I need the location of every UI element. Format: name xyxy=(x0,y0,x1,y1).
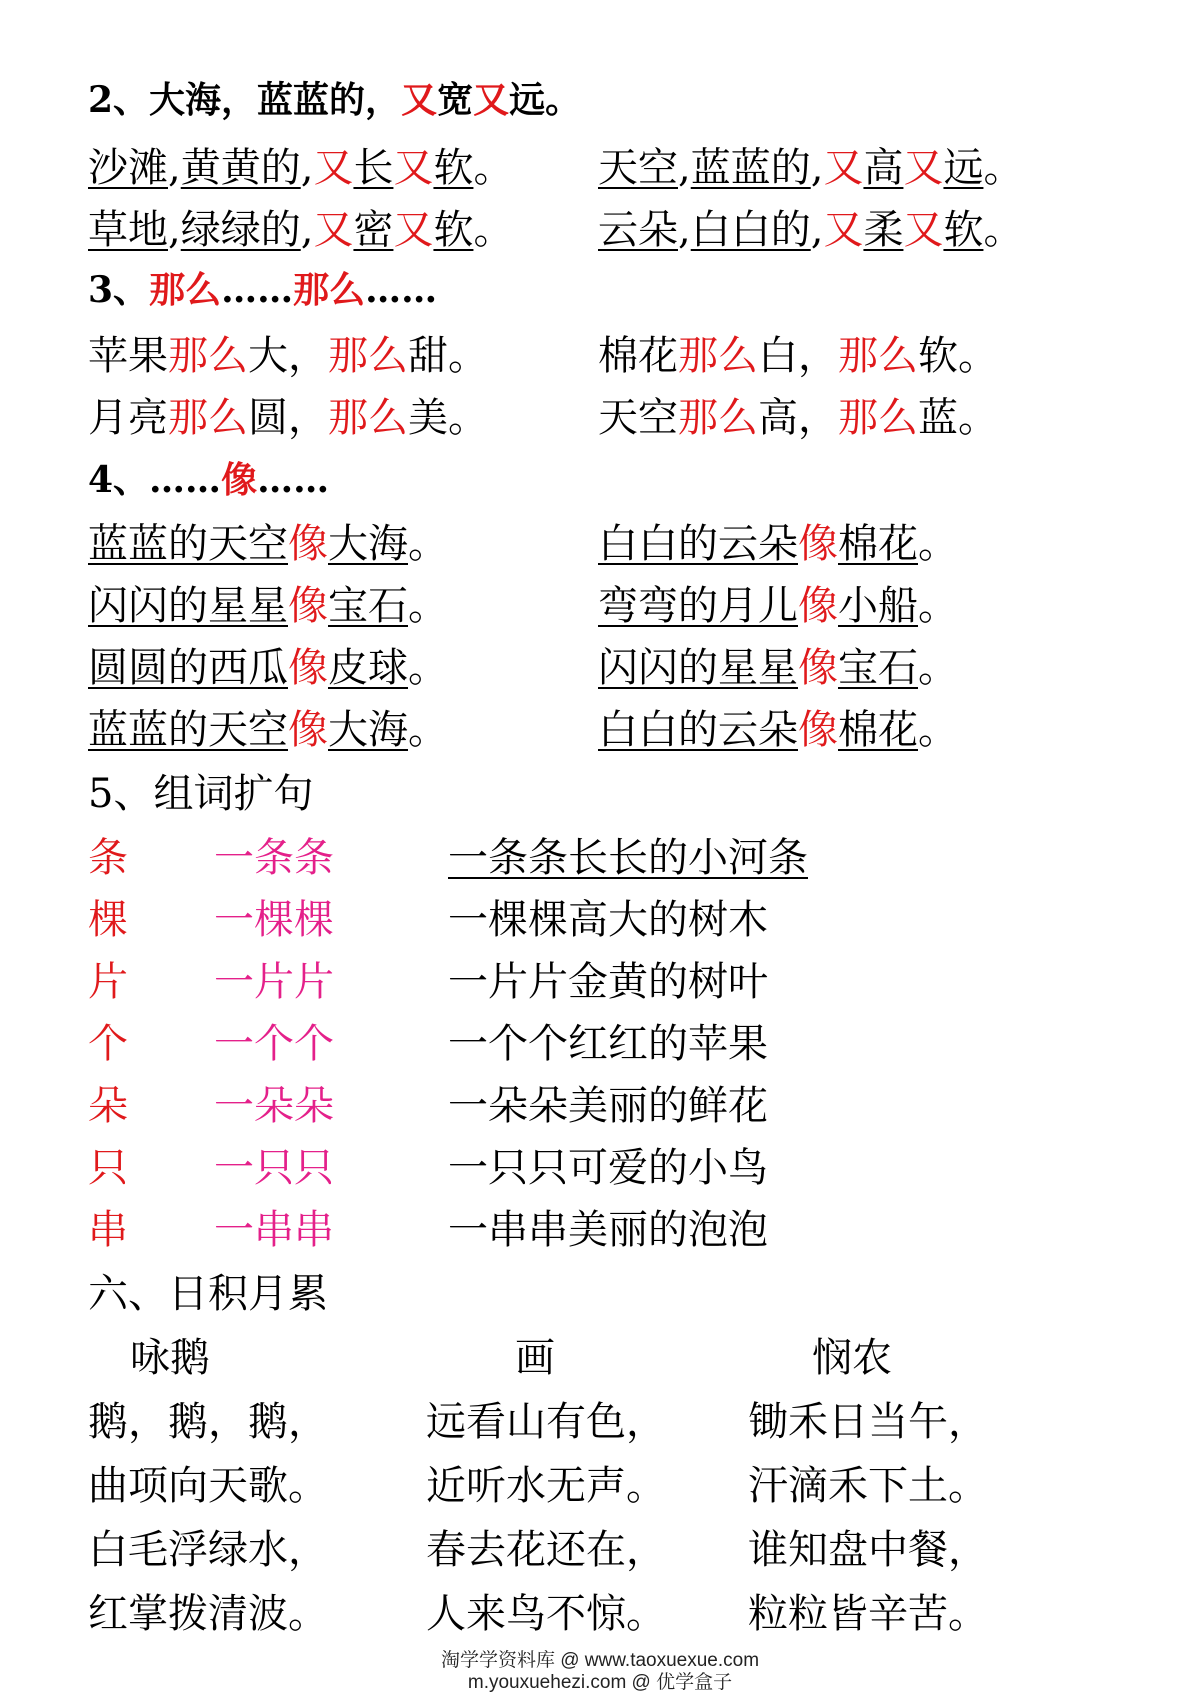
reduplicated-word: 一片片 xyxy=(214,959,334,1005)
s4-sentence: 弯弯的月儿像小船。 xyxy=(598,583,958,629)
poem-line: 人来鸟不惊。 xyxy=(426,1591,666,1637)
poem-line: 曲项向天歌。 xyxy=(88,1463,328,1509)
section-5-heading: 5、组词扩句 xyxy=(88,771,314,817)
section-2-heading: 2、大海，蓝蓝的，又宽又远。 xyxy=(88,79,582,121)
reduplicated-word: 一棵棵 xyxy=(214,897,334,943)
poem-line: 红掌拨清波。 xyxy=(88,1591,328,1637)
s4-sentence: 闪闪的星星像宝石。 xyxy=(598,645,958,691)
section-4-heading: 4、……像…… xyxy=(88,459,330,501)
measure-word: 条 xyxy=(88,835,128,881)
measure-word: 只 xyxy=(88,1145,128,1191)
poem-line: 鹅，鹅，鹅， xyxy=(88,1399,328,1445)
poem-title: 画 xyxy=(515,1335,555,1381)
measure-word: 个 xyxy=(88,1021,128,1067)
poem-line: 春去花还在， xyxy=(426,1527,666,1573)
reduplicated-word: 一朵朵 xyxy=(214,1083,334,1129)
reduplicated-word: 一串串 xyxy=(214,1207,334,1253)
s4-sentence: 白白的云朵像棉花。 xyxy=(598,707,958,753)
section-3-heading: 3、那么……那么…… xyxy=(88,269,438,311)
measure-word: 朵 xyxy=(88,1083,128,1129)
reduplicated-word: 一个个 xyxy=(214,1021,334,1067)
s3-sentence: 苹果那么大，那么甜。 xyxy=(88,333,488,379)
expanded-phrase: 一棵棵高大的树木 xyxy=(448,897,768,943)
s2-sentence: 沙滩,黄黄的,又长又软。 xyxy=(88,145,514,191)
s3-sentence: 天空那么高，那么蓝。 xyxy=(598,395,998,441)
s4-sentence: 白白的云朵像棉花。 xyxy=(598,521,958,567)
expanded-phrase: 一片片金黄的树叶 xyxy=(448,959,768,1005)
poem-line: 白毛浮绿水， xyxy=(88,1527,328,1573)
expanded-phrase: 一只只可爱的小鸟 xyxy=(448,1145,768,1191)
footer-watermark xyxy=(0,1650,1200,1694)
poem-line: 汗滴禾下土。 xyxy=(748,1463,988,1509)
poem-title: 悯农 xyxy=(812,1335,892,1381)
poem-line: 锄禾日当午， xyxy=(748,1399,988,1445)
footer-line: 淘学学资料库 @ www.taoxuexue.com xyxy=(440,1650,760,1671)
expanded-phrase: 一条条长长的小河条 xyxy=(448,835,808,881)
poem-line: 远看山有色， xyxy=(426,1399,666,1445)
measure-word: 棵 xyxy=(88,897,128,943)
measure-word: 串 xyxy=(88,1207,128,1253)
s2-sentence: 草地,绿绿的,又密又软。 xyxy=(88,207,514,253)
s4-sentence: 蓝蓝的天空像大海。 xyxy=(88,707,448,753)
poem-line: 谁知盘中餐， xyxy=(748,1527,988,1573)
reduplicated-word: 一条条 xyxy=(214,835,334,881)
measure-word: 片 xyxy=(88,959,128,1005)
s2-sentence: 天空,蓝蓝的,又高又远。 xyxy=(598,145,1024,191)
poem-title: 咏鹅 xyxy=(130,1335,210,1381)
section-6-heading: 六、日积月累 xyxy=(88,1271,328,1317)
expanded-phrase: 一串串美丽的泡泡 xyxy=(448,1207,768,1253)
reduplicated-word: 一只只 xyxy=(214,1145,334,1191)
s4-sentence: 圆圆的西瓜像皮球。 xyxy=(88,645,448,691)
expanded-phrase: 一朵朵美丽的鲜花 xyxy=(448,1083,768,1129)
s3-sentence: 棉花那么白，那么软。 xyxy=(598,333,998,379)
s4-sentence: 蓝蓝的天空像大海。 xyxy=(88,521,448,567)
s4-sentence: 闪闪的星星像宝石。 xyxy=(88,583,448,629)
footer-line: m.youxuehezi.com @ 优学盒子 xyxy=(467,1671,733,1693)
expanded-phrase: 一个个红红的苹果 xyxy=(448,1021,768,1067)
s3-sentence: 月亮那么圆，那么美。 xyxy=(88,395,488,441)
s2-sentence: 云朵,白白的,又柔又软。 xyxy=(598,207,1024,253)
poem-line: 粒粒皆辛苦。 xyxy=(748,1591,988,1637)
poem-line: 近听水无声。 xyxy=(426,1463,666,1509)
